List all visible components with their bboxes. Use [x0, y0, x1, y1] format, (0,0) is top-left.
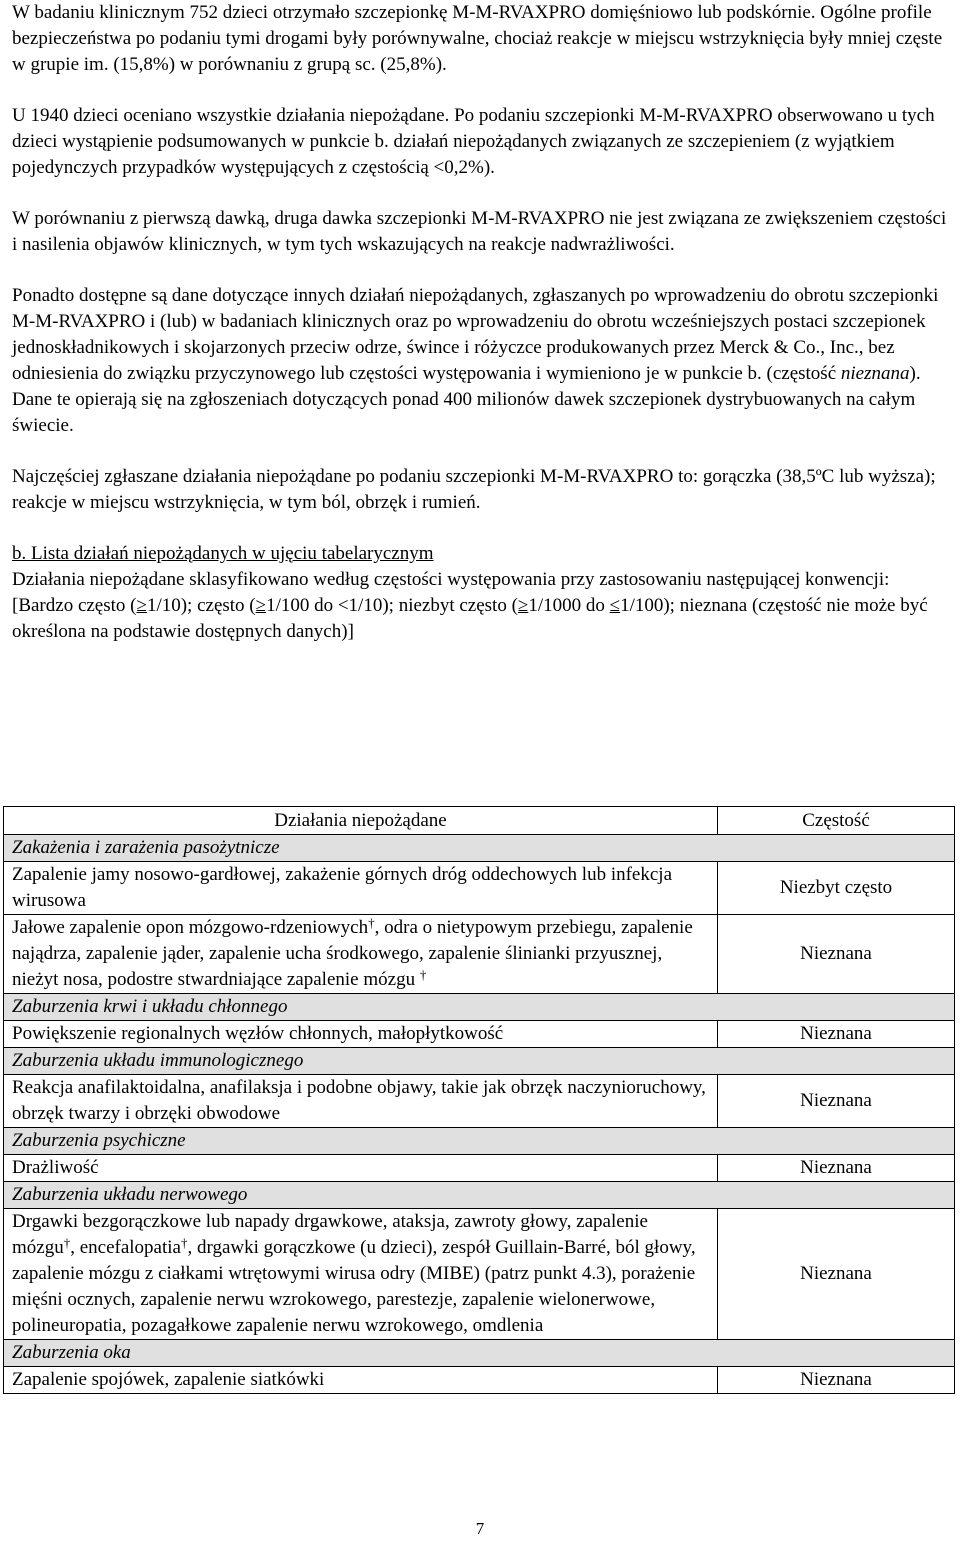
soc-row — [4, 835, 955, 862]
term-cell: Drażliwość — [4, 1155, 718, 1182]
document-body — [12, 0, 952, 645]
soc-row — [4, 994, 955, 1021]
term-cell: Zapalenie spojówek, zapalenie siatkówki — [4, 1367, 718, 1394]
soc-row — [4, 1128, 955, 1155]
soc-row — [4, 1340, 955, 1367]
frequency-cell: Nieznana — [718, 1075, 955, 1128]
header-frequency: Częstość — [718, 807, 955, 835]
section-b-heading: b. Lista działań niepożądanych w ujęciu tabelarycznym — [12, 543, 434, 564]
paragraph-most-common: Najczęściej zgłaszane działania niepożądane po podaniu szczepionki M-M-RVAXPRO to: gorączka (38,5ºC lub wyższa); reakcje w miejscu wstrzyknięcia, w tym ból, obrzęk i rumień. — [12, 466, 936, 513]
frequency-cell: Nieznana — [718, 1209, 955, 1340]
soc-row — [4, 1048, 955, 1075]
frequency-cell: Nieznana — [718, 1155, 955, 1182]
term-cell: Drgawki bezgorączkowe lub napady drgawkowe, ataksja, zawroty głowy, zapalenie mózgu†, encefalopatia†, drgawki gorączkowe (u dzieci), zespół Guillain-Barré, ból głowy, zapalenie mózgu z ciałkami wtrętowymi wirusa odry (MIBE) (patrz punkt 4.3), porażenie mięśni ocznych, zapalenie nerwu wzrokowego, parestezje, zapalenie wielonerwowe, polineuropatia, pozagałkowe zapalenie nerwu wzrokowego, omdlenia — [4, 1209, 718, 1340]
term-cell: Powiększenie regionalnych węzłów chłonnych, małopłytkowość — [4, 1021, 718, 1048]
paragraph-im-sc: W badaniu klinicznym 752 dzieci otrzymało szczepionkę M-M-RVAXPRO domięśniowo lub podskórnie. Ogólne profile bezpieczeństwa po podaniu tymi drogami były porównywalne, chociaż reakcje w miejscu wstrzyknięcia były mniej częste w grupie im. (15,8%) w porównaniu z grupą sc. (25,8%). — [12, 2, 943, 75]
frequency-cell: Nieznana — [718, 1367, 955, 1394]
section-b — [12, 541, 952, 645]
soc-immune: Zaburzenia układu immunologicznego — [4, 1048, 955, 1075]
frequency-convention: [Bardzo często (≥1/10); często (≥1/100 do <1/10); niezbyt często (≥1/1000 do ≤1/100); nieznana (częstość nie może być określona na podstawie dostępnych danych)] — [12, 595, 928, 642]
table-row — [4, 915, 955, 994]
table-row — [4, 1155, 955, 1182]
paragraph-1940-children: U 1940 dzieci oceniano wszystkie działania niepożądane. Po podaniu szczepionki M-M-RVAXPRO obserwowano u tych dzieci wystąpienie podsumowanych w punkcie b. działań niepożądanych związanych ze szczepieniem (z wyjątkiem pojedynczych przypadków występujących z częstością <0,2%). — [12, 105, 935, 178]
table-row — [4, 862, 955, 915]
header-term: Działania niepożądane — [4, 807, 718, 835]
soc-psychiatric: Zaburzenia psychiczne — [4, 1128, 955, 1155]
soc-row — [4, 1182, 955, 1209]
table-row — [4, 1075, 955, 1128]
frequency-cell: Nieznana — [718, 915, 955, 994]
term-cell: Reakcja anafilaktoidalna, anafilaksja i podobne objawy, takie jak obrzęk naczynioruchowy, obrzęk twarzy i obrzęki obwodowe — [4, 1075, 718, 1128]
paragraph-second-dose: W porównaniu z pierwszą dawką, druga dawka szczepionki M-M-RVAXPRO nie jest związana ze zwiększeniem częstości i nasilenia objawów klinicznych, w tym tych wskazujących na reakcje nadwrażliwości. — [12, 208, 947, 255]
table-row — [4, 1367, 955, 1394]
soc-infections: Zakażenia i zarażenia pasożytnicze — [4, 835, 955, 862]
paragraph-post-marketing: Ponadto dostępne są dane dotyczące innych działań niepożądanych, zgłaszanych po wprowadzeniu do obrotu szczepionki M-M-RVAXPRO i (lub) w badaniach klinicznych oraz po wprowadzeniu do obrotu wcześniejszych postaci szczepionek jednoskładnikowych i skojarzonych przeciw odrze, śwince i różyczce produkowanych przez Merck & Co., Inc., bez odniesienia do związku przyczynowego lub częstości występowania i wymieniono je w punkcie b. (częstość nieznana). Dane te opierają się na zgłoszeniach dotyczących ponad 400 milionów dawek szczepionek dystrybuowanych na całym świecie. — [12, 285, 939, 436]
table-row — [4, 1209, 955, 1340]
frequency-cell: Nieznana — [718, 1021, 955, 1048]
section-b-intro: Działania niepożądane sklasyfikowano według częstości występowania przy zastosowaniu następującej konwencji: — [12, 569, 890, 590]
table-row — [4, 1021, 955, 1048]
table-header-row — [4, 807, 955, 835]
soc-blood: Zaburzenia krwi i układu chłonnego — [4, 994, 955, 1021]
frequency-cell: Niezbyt często — [718, 862, 955, 915]
soc-eye: Zaburzenia oka — [4, 1340, 955, 1367]
term-cell: Zapalenie jamy nosowo-gardłowej, zakażenie górnych dróg oddechowych lub infekcja wirusowa — [4, 862, 718, 915]
soc-nervous: Zaburzenia układu nerwowego — [4, 1182, 955, 1209]
adverse-reactions-table — [3, 806, 955, 1394]
page-number: 7 — [475, 1519, 485, 1538]
term-cell: Jałowe zapalenie opon mózgowo-rdzeniowych†, odra o nietypowym przebiegu, zapalenie najądrza, zapalenie jąder, zapalenie ucha środkowego, zapalenie ślinianki przyusznej, nieżyt nosa, podostre stwardniające zapalenie mózgu † — [4, 915, 718, 994]
